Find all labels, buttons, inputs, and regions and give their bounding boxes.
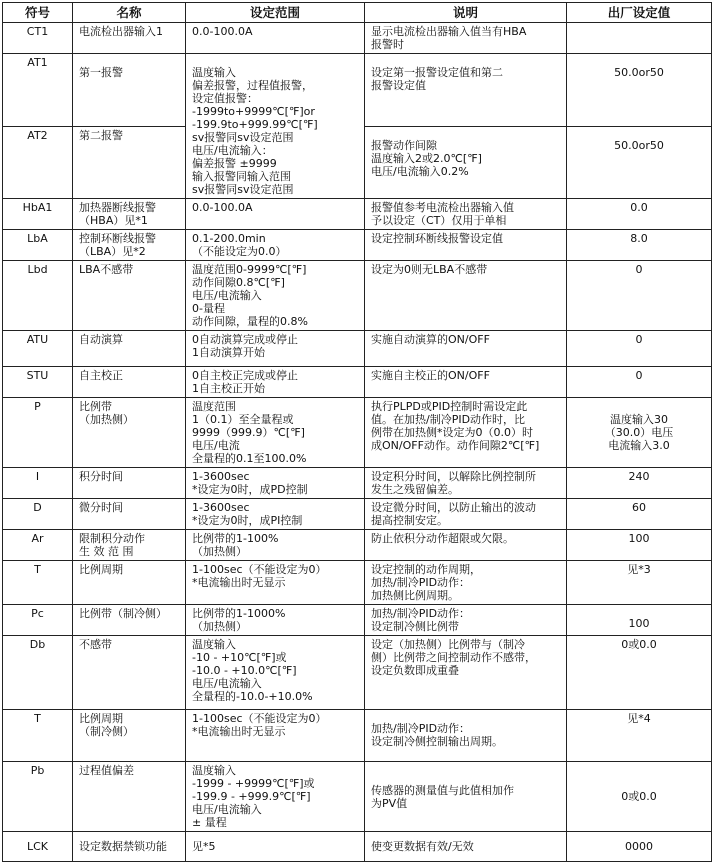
cell-default: 100 bbox=[567, 605, 712, 636]
table-row bbox=[3, 832, 712, 862]
cell-name: 积分时间 bbox=[73, 468, 186, 499]
cell-description: 报警值参考电流检出器输入值 予以设定（CT）仅用于单相 bbox=[365, 199, 567, 230]
cell-range: 0.1-200.0min （不能设定为0.0） bbox=[186, 230, 365, 261]
header-default: 出厂设定值 bbox=[567, 3, 712, 23]
cell-symbol: AT2 bbox=[3, 126, 73, 199]
cell-range: 比例带的1-100% （加热侧） bbox=[186, 530, 365, 561]
cell-default: 0.0 bbox=[567, 199, 712, 230]
cell-description: 加热/制冷PID动作： 设定制冷侧比例带 bbox=[365, 605, 567, 636]
cell-symbol: ATU bbox=[3, 331, 73, 367]
cell-description: 传感器的测量值与此值相加作 为PV值 bbox=[365, 762, 567, 832]
cell-description: 报警动作间隙 温度输入2或2.0℃[℉] 电压/电流输入0.2% bbox=[365, 126, 567, 199]
cell-description: 实施自主校正的ON/OFF bbox=[365, 367, 567, 398]
cell-name: 第二报警 bbox=[73, 126, 186, 199]
cell-range: 0.0-100.0A bbox=[186, 23, 365, 54]
cell-range: 见*5 bbox=[186, 832, 365, 862]
cell-description: 显示电流检出器输入值当有HBA 报警时 bbox=[365, 23, 567, 54]
header-name: 名称 bbox=[73, 3, 186, 23]
cell-default: 240 bbox=[567, 468, 712, 499]
cell-symbol: CT1 bbox=[3, 23, 73, 54]
header-description: 说明 bbox=[365, 3, 567, 23]
cell-name: 设定数据禁锁功能 bbox=[73, 832, 186, 862]
cell-symbol: Pb bbox=[3, 762, 73, 832]
table-row bbox=[3, 710, 712, 762]
cell-name: 过程值偏差 bbox=[73, 762, 186, 832]
cell-default: 0 bbox=[567, 367, 712, 398]
cell-symbol: P bbox=[3, 398, 73, 468]
cell-symbol: LbA bbox=[3, 230, 73, 261]
cell-default: 0 bbox=[567, 331, 712, 367]
table-row bbox=[3, 367, 712, 398]
table-row bbox=[3, 199, 712, 230]
cell-description: 加热/制冷PID动作： 设定制冷侧控制输出周期。 bbox=[365, 710, 567, 762]
cell-description: 使变更数据有效/无效 bbox=[365, 832, 567, 862]
cell-name: 限制积分动作 生 效 范 围 bbox=[73, 530, 186, 561]
cell-symbol: Lbd bbox=[3, 261, 73, 331]
table-row bbox=[3, 561, 712, 605]
cell-default: 见*3 bbox=[567, 561, 712, 605]
table-row bbox=[3, 54, 712, 127]
cell-range: 1-3600sec *设定为0时，成PD控制 bbox=[186, 468, 365, 499]
cell-default: 0或0.0 bbox=[567, 762, 712, 832]
cell-range: 1-100sec（不能设定为0） *电流输出时无显示 bbox=[186, 710, 365, 762]
cell-description: 设定控制的动作周期， 加热/制冷PID动作： 加热侧比例周期。 bbox=[365, 561, 567, 605]
cell-default: 0或0.0 bbox=[567, 636, 712, 710]
table-row bbox=[3, 230, 712, 261]
cell-symbol: AT1 bbox=[3, 54, 73, 127]
cell-range: 温度范围0-9999℃[℉] 动作间隙0.8℃[℉] 电压/电流输入 0-量程 动作间隙，量程的0.8% bbox=[186, 261, 365, 331]
cell-description: 设定控制环断线报警设定值 bbox=[365, 230, 567, 261]
cell-default: 100 bbox=[567, 530, 712, 561]
cell-description: 防止依积分动作超限或欠限。 bbox=[365, 530, 567, 561]
cell-default: 温度输入30 （30.0）电压 电流输入3.0 bbox=[567, 398, 712, 468]
table-row bbox=[3, 331, 712, 367]
table-row bbox=[3, 605, 712, 636]
parameter-table bbox=[2, 2, 712, 862]
cell-symbol: T bbox=[3, 561, 73, 605]
cell-default bbox=[567, 23, 712, 54]
cell-default: 0 bbox=[567, 261, 712, 331]
table-row bbox=[3, 530, 712, 561]
cell-description: 设定第一报警设定值和第二 报警设定值 bbox=[365, 54, 567, 127]
table-row bbox=[3, 499, 712, 530]
cell-range: 温度输入 -1999 - +9999℃[℉]或 -199.9 - +999.9℃[℉] 电压/电流输入 ± 量程 bbox=[186, 762, 365, 832]
cell-symbol: STU bbox=[3, 367, 73, 398]
cell-symbol: Db bbox=[3, 636, 73, 710]
table-row bbox=[3, 468, 712, 499]
table-row bbox=[3, 636, 712, 710]
cell-range: 0.0-100.0A bbox=[186, 199, 365, 230]
table-row bbox=[3, 398, 712, 468]
cell-default: 0000 bbox=[567, 832, 712, 862]
cell-name: 比例周期 bbox=[73, 561, 186, 605]
cell-description: 设定积分时间，以解除比例控制所 发生之残留偏差。 bbox=[365, 468, 567, 499]
cell-range: 温度范围 1（0.1）至全量程或 9999（999.9）℃[℉] 电压/电流 全量程的0.1至100.0% bbox=[186, 398, 365, 468]
cell-symbol: I bbox=[3, 468, 73, 499]
header-row bbox=[3, 3, 712, 23]
cell-symbol: T bbox=[3, 710, 73, 762]
cell-name: 比例带 （加热侧） bbox=[73, 398, 186, 468]
table-row bbox=[3, 762, 712, 832]
cell-description: 设定微分时间，以防止输出的波动 提高控制安定。 bbox=[365, 499, 567, 530]
cell-range: 0自动演算完成或停止 1自动演算开始 bbox=[186, 331, 365, 367]
cell-range: 1-100sec（不能设定为0） *电流输出时无显示 bbox=[186, 561, 365, 605]
cell-name: 微分时间 bbox=[73, 499, 186, 530]
cell-name: 电流检出器输入1 bbox=[73, 23, 186, 54]
cell-symbol: Ar bbox=[3, 530, 73, 561]
table-row bbox=[3, 261, 712, 331]
cell-name: 自动演算 bbox=[73, 331, 186, 367]
cell-default: 50.0or50 bbox=[567, 54, 712, 127]
cell-name: 第一报警 bbox=[73, 54, 186, 127]
cell-name: 比例周期 （制冷侧） bbox=[73, 710, 186, 762]
cell-default: 8.0 bbox=[567, 230, 712, 261]
cell-symbol: D bbox=[3, 499, 73, 530]
cell-description: 执行PLPD或PID控制时需设定此 值。在加热/制冷PID动作时，比 例带在加热侧*设定为0（0.0）时 成ON/OFF动作。动作间隙2℃[℉] bbox=[365, 398, 567, 468]
cell-name: 比例带（制冷侧） bbox=[73, 605, 186, 636]
cell-description: 实施自动演算的ON/OFF bbox=[365, 331, 567, 367]
cell-symbol: Pc bbox=[3, 605, 73, 636]
cell-default: 见*4 bbox=[567, 710, 712, 762]
header-symbol: 符号 bbox=[3, 3, 73, 23]
cell-symbol: LCK bbox=[3, 832, 73, 862]
table-row bbox=[3, 23, 712, 54]
cell-name: 控制环断线报警 （LBA）见*2 bbox=[73, 230, 186, 261]
cell-name: 自主校正 bbox=[73, 367, 186, 398]
cell-range: 0自主校正完成或停止 1自主校正开始 bbox=[186, 367, 365, 398]
cell-description: 设定为0则无LBA不感带 bbox=[365, 261, 567, 331]
cell-range: 1-3600sec *设定为0时，成PI控制 bbox=[186, 499, 365, 530]
cell-default: 50.0or50 bbox=[567, 126, 712, 199]
cell-name: 不感带 bbox=[73, 636, 186, 710]
cell-range: 比例带的1-1000% （加热侧） bbox=[186, 605, 365, 636]
cell-description: 设定（加热侧）比例带与（制冷 侧）比例带之间控制动作不感带， 设定负数即成重叠 bbox=[365, 636, 567, 710]
cell-range: 温度输入 偏差报警，过程值报警， 设定值报警： -1999to+9999℃[℉]or -199.9to+999.99℃[℉] sv报警同sv设定范围 电压/电流输入： 偏差报警 ±9999 输入报警同输入范围 sv报警同sv设定范围 bbox=[186, 54, 365, 199]
cell-symbol: HbA1 bbox=[3, 199, 73, 230]
header-range: 设定范围 bbox=[186, 3, 365, 23]
cell-name: 加热器断线报警 （HBA）见*1 bbox=[73, 199, 186, 230]
cell-range: 温度输入 -10 - +10℃[℉]或 -10.0 - +10.0℃[℉] 电压/电流输入 全量程的-10.0-+10.0% bbox=[186, 636, 365, 710]
cell-default: 60 bbox=[567, 499, 712, 530]
cell-name: LBA不感带 bbox=[73, 261, 186, 331]
